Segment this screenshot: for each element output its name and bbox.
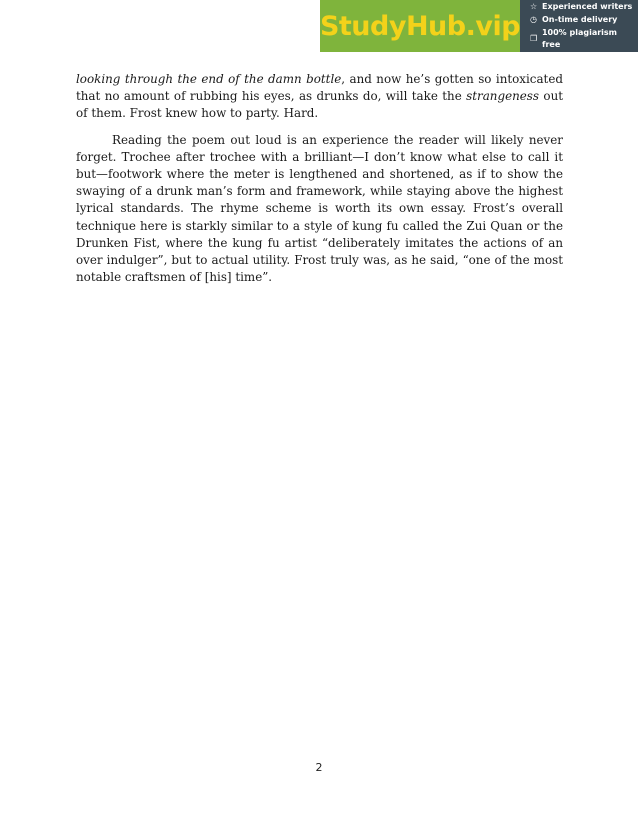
studyhub-logo[interactable] [320, 0, 520, 52]
feature-label: On-time delivery [542, 15, 618, 24]
paragraph-1 [76, 71, 563, 123]
clock-icon: ◷ [530, 15, 537, 24]
feature-label: 100% plagiarism free [541, 28, 618, 49]
feature-list [520, 0, 638, 52]
document-body [76, 71, 563, 295]
text-run: out of them. Frost knew how to party. Hard. [76, 89, 564, 121]
studyhub-banner[interactable] [320, 0, 638, 52]
feature-plagiarism-free [530, 27, 638, 51]
copy-icon: ❐ [530, 34, 538, 43]
logo-text: StudyHub.vip [319, 10, 521, 42]
feature-experienced-writers [530, 1, 638, 13]
text-run: , and now he’s gotten so intoxicated that no amount of rubbing his eyes, as drunks do, will take the [76, 72, 563, 104]
page-number: 2 [315, 761, 323, 774]
italic-word: strangeness [466, 89, 540, 104]
star-outline-icon: ☆ [530, 2, 538, 11]
feature-label: Experienced writers [542, 2, 633, 11]
paragraph-2: Reading the poem out loud is an experience the reader will likely never forget. Trochee after trochee with a brilliant—I don’t know what else to call it but—footwork where the meter is lengthened and shortened, as if to show the swaying of a drunk man’s form and framework, while staying above the highest lyrical standards. The rhyme scheme is worth its own essay. Frost’s overall technique here is starkly similar to a style of kung fu called the Zui Quan or the Drunken Fist, where the kung fu artist “deliberately imitates the actions of an over indulger”, but to actual utility. Frost truly was, as he said, “one of the most notable craftsmen of [his] time”. [76, 132, 563, 285]
feature-on-time-delivery [530, 14, 638, 26]
italic-phrase: looking through the end of the damn bottle [76, 72, 342, 86]
